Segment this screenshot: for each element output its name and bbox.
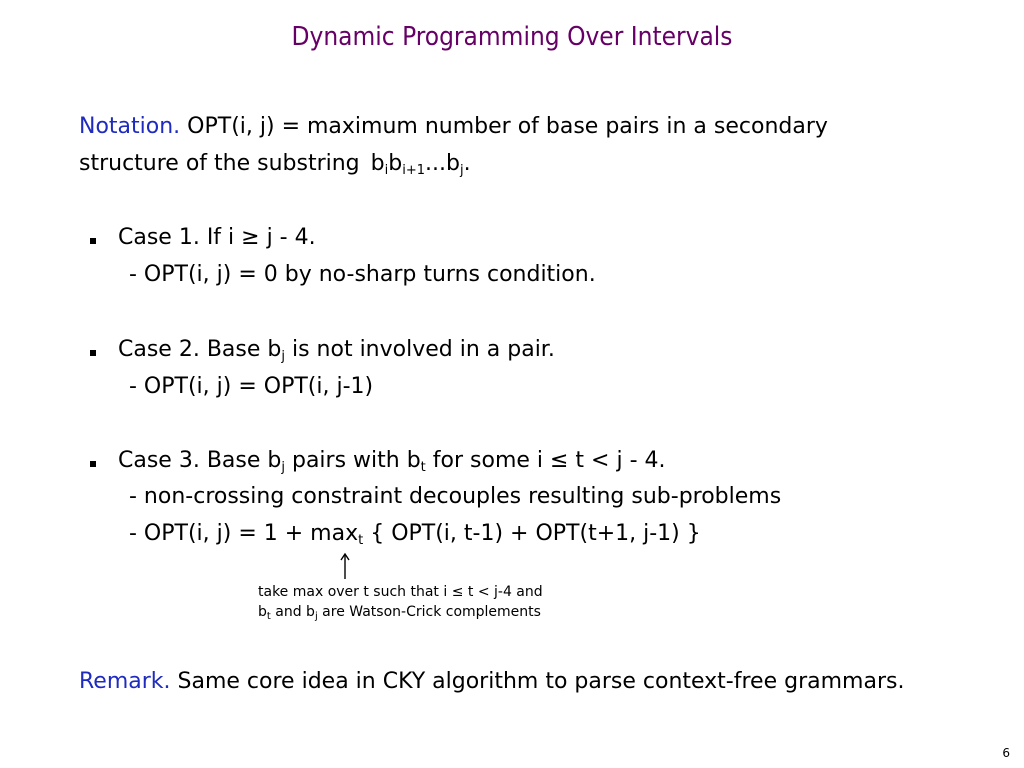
notation-b1: b xyxy=(370,151,385,176)
annotation-and: and b xyxy=(270,604,315,620)
notation-b2: b xyxy=(388,151,403,176)
annotation-line-1: take max over t such that i ≤ t < j-4 and xyxy=(258,584,543,600)
case-3-detail-2 xyxy=(129,521,701,546)
case-3-detail-1: - non-crossing constraint decouples resulting sub-problems xyxy=(129,484,782,509)
annotation-sub-j: j xyxy=(314,611,318,622)
remark-line xyxy=(79,669,904,694)
case-3-heading xyxy=(118,448,666,473)
notation-label: Notation. xyxy=(79,114,181,139)
case-3-detail-2-sub-t: t xyxy=(358,533,364,548)
case-2-sub-j: j xyxy=(281,349,285,364)
case-2-detail: - OPT(i, j) = OPT(i, j-1) xyxy=(129,374,374,399)
case-2-heading xyxy=(118,337,555,362)
notation-sub-i1: i+1 xyxy=(402,163,425,178)
notation-text-2: structure of the substring xyxy=(79,151,360,176)
case-3-sub-j: j xyxy=(281,460,285,475)
annotation-b-t: b xyxy=(258,604,267,620)
remark-label: Remark. xyxy=(79,669,171,694)
page-number: 6 xyxy=(1002,746,1010,760)
case-2-heading-post: is not involved in a pair. xyxy=(284,337,555,362)
case-1-detail: - OPT(i, j) = 0 by no-sharp turns condition. xyxy=(129,262,596,287)
case-3-detail-2-pre: - OPT(i, j) = 1 + max xyxy=(129,521,359,546)
case-3-heading-pre: Case 3. Base b xyxy=(118,448,282,473)
notation-line-2 xyxy=(79,151,471,176)
case-3-heading-mid: pairs with b xyxy=(284,448,421,473)
notation-period: . xyxy=(463,151,471,176)
notation-b3: b xyxy=(445,151,460,176)
case-3-detail-2-post: { OPT(i, t-1) + OPT(t+1, j-1) } xyxy=(363,521,701,546)
slide-title: Dynamic Programming Over Intervals xyxy=(291,22,733,52)
notation-ellipsis: ... xyxy=(425,151,446,176)
case-3-heading-post: for some i ≤ t < j - 4. xyxy=(425,448,666,473)
annotation-post: are Watson-Crick complements xyxy=(317,604,541,620)
remark-text: Same core idea in CKY algorithm to parse context-free grammars. xyxy=(177,669,905,694)
notation-sub-j: j xyxy=(459,163,464,178)
annotation-sub-t: t xyxy=(266,611,271,622)
notation-line-1 xyxy=(79,114,828,139)
case-2-heading-pre: Case 2. Base b xyxy=(118,337,282,362)
notation-text-1: OPT(i, j) = maximum number of base pairs in a secondary xyxy=(187,114,828,139)
case-1-heading: Case 1. If i ≥ j - 4. xyxy=(118,225,316,250)
case-3-sub-t: t xyxy=(420,460,426,475)
bullet-case-1 xyxy=(90,238,96,244)
bullet-case-3 xyxy=(90,461,96,467)
annotation-line-2 xyxy=(258,604,541,620)
notation-sub-i: i xyxy=(384,163,389,178)
up-arrow-icon xyxy=(339,552,351,580)
bullet-case-2 xyxy=(90,350,96,356)
